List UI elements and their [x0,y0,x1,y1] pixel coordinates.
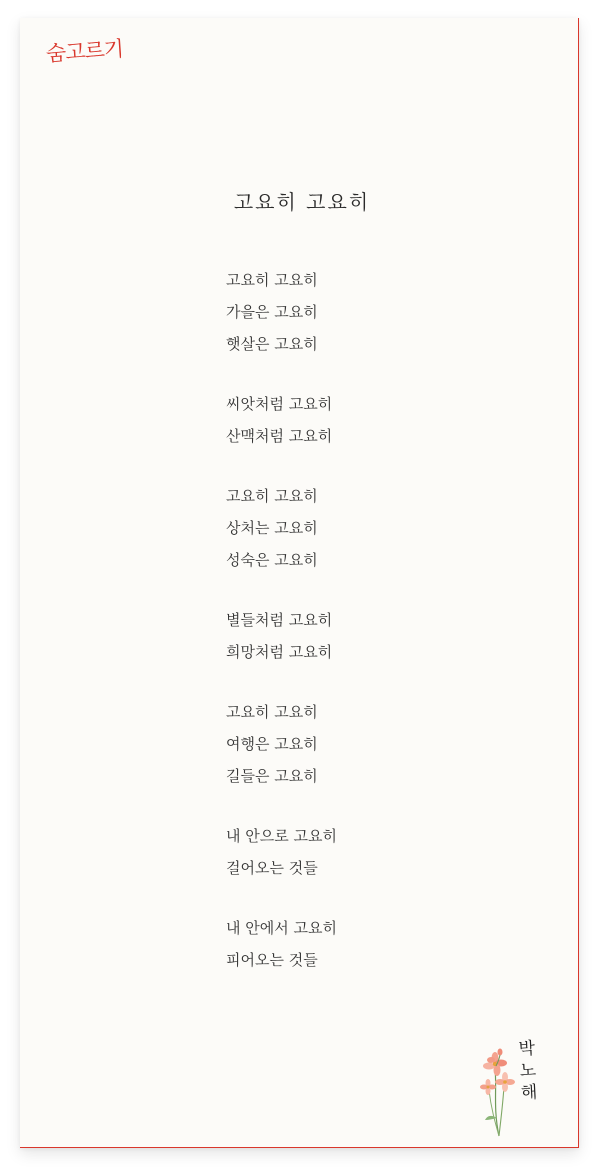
poem-line: 길들은 고요히 [226,767,318,785]
poem-line: 고요히 고요히 [226,271,318,289]
stanza [226,820,526,884]
stanza [226,480,526,576]
poem-line: 걸어오는 것들 [226,859,318,877]
stanza [226,264,526,360]
poem-body [226,264,526,1004]
poem-line: 상처는 고요히 [226,519,318,537]
poem-line: 고요히 고요히 [226,703,318,721]
poem-title: 고요히 고요히 [233,190,371,214]
poem-line: 내 안에서 고요히 [226,919,337,937]
stanza [226,912,526,976]
stanza [226,696,526,792]
author-signature [477,1038,557,1138]
author-name-char: 박 [518,1038,536,1060]
poem-line: 여행은 고요히 [226,735,318,753]
brand-logo: 숨고르기 [45,36,124,66]
stanza [226,388,526,452]
author-name-char: 노 [519,1060,537,1082]
poem-line: 성숙은 고요히 [226,551,318,569]
poem-line: 가을은 고요히 [226,303,318,321]
poem-line: 내 안으로 고요히 [226,827,337,845]
poem-line: 햇살은 고요히 [226,335,318,353]
author-name [515,1037,540,1104]
cosmos-flower-icon [477,1038,517,1138]
poem-line: 피어오는 것들 [226,951,318,969]
poem-line: 별들처럼 고요히 [226,611,333,629]
author-name-char: 해 [520,1082,538,1104]
poem-line: 씨앗처럼 고요히 [226,395,333,413]
poem-card [20,18,579,1148]
poem-line: 고요히 고요히 [226,487,318,505]
poem-line: 산맥처럼 고요히 [226,427,333,445]
poem-line: 희망처럼 고요히 [226,643,333,661]
stanza [226,604,526,668]
